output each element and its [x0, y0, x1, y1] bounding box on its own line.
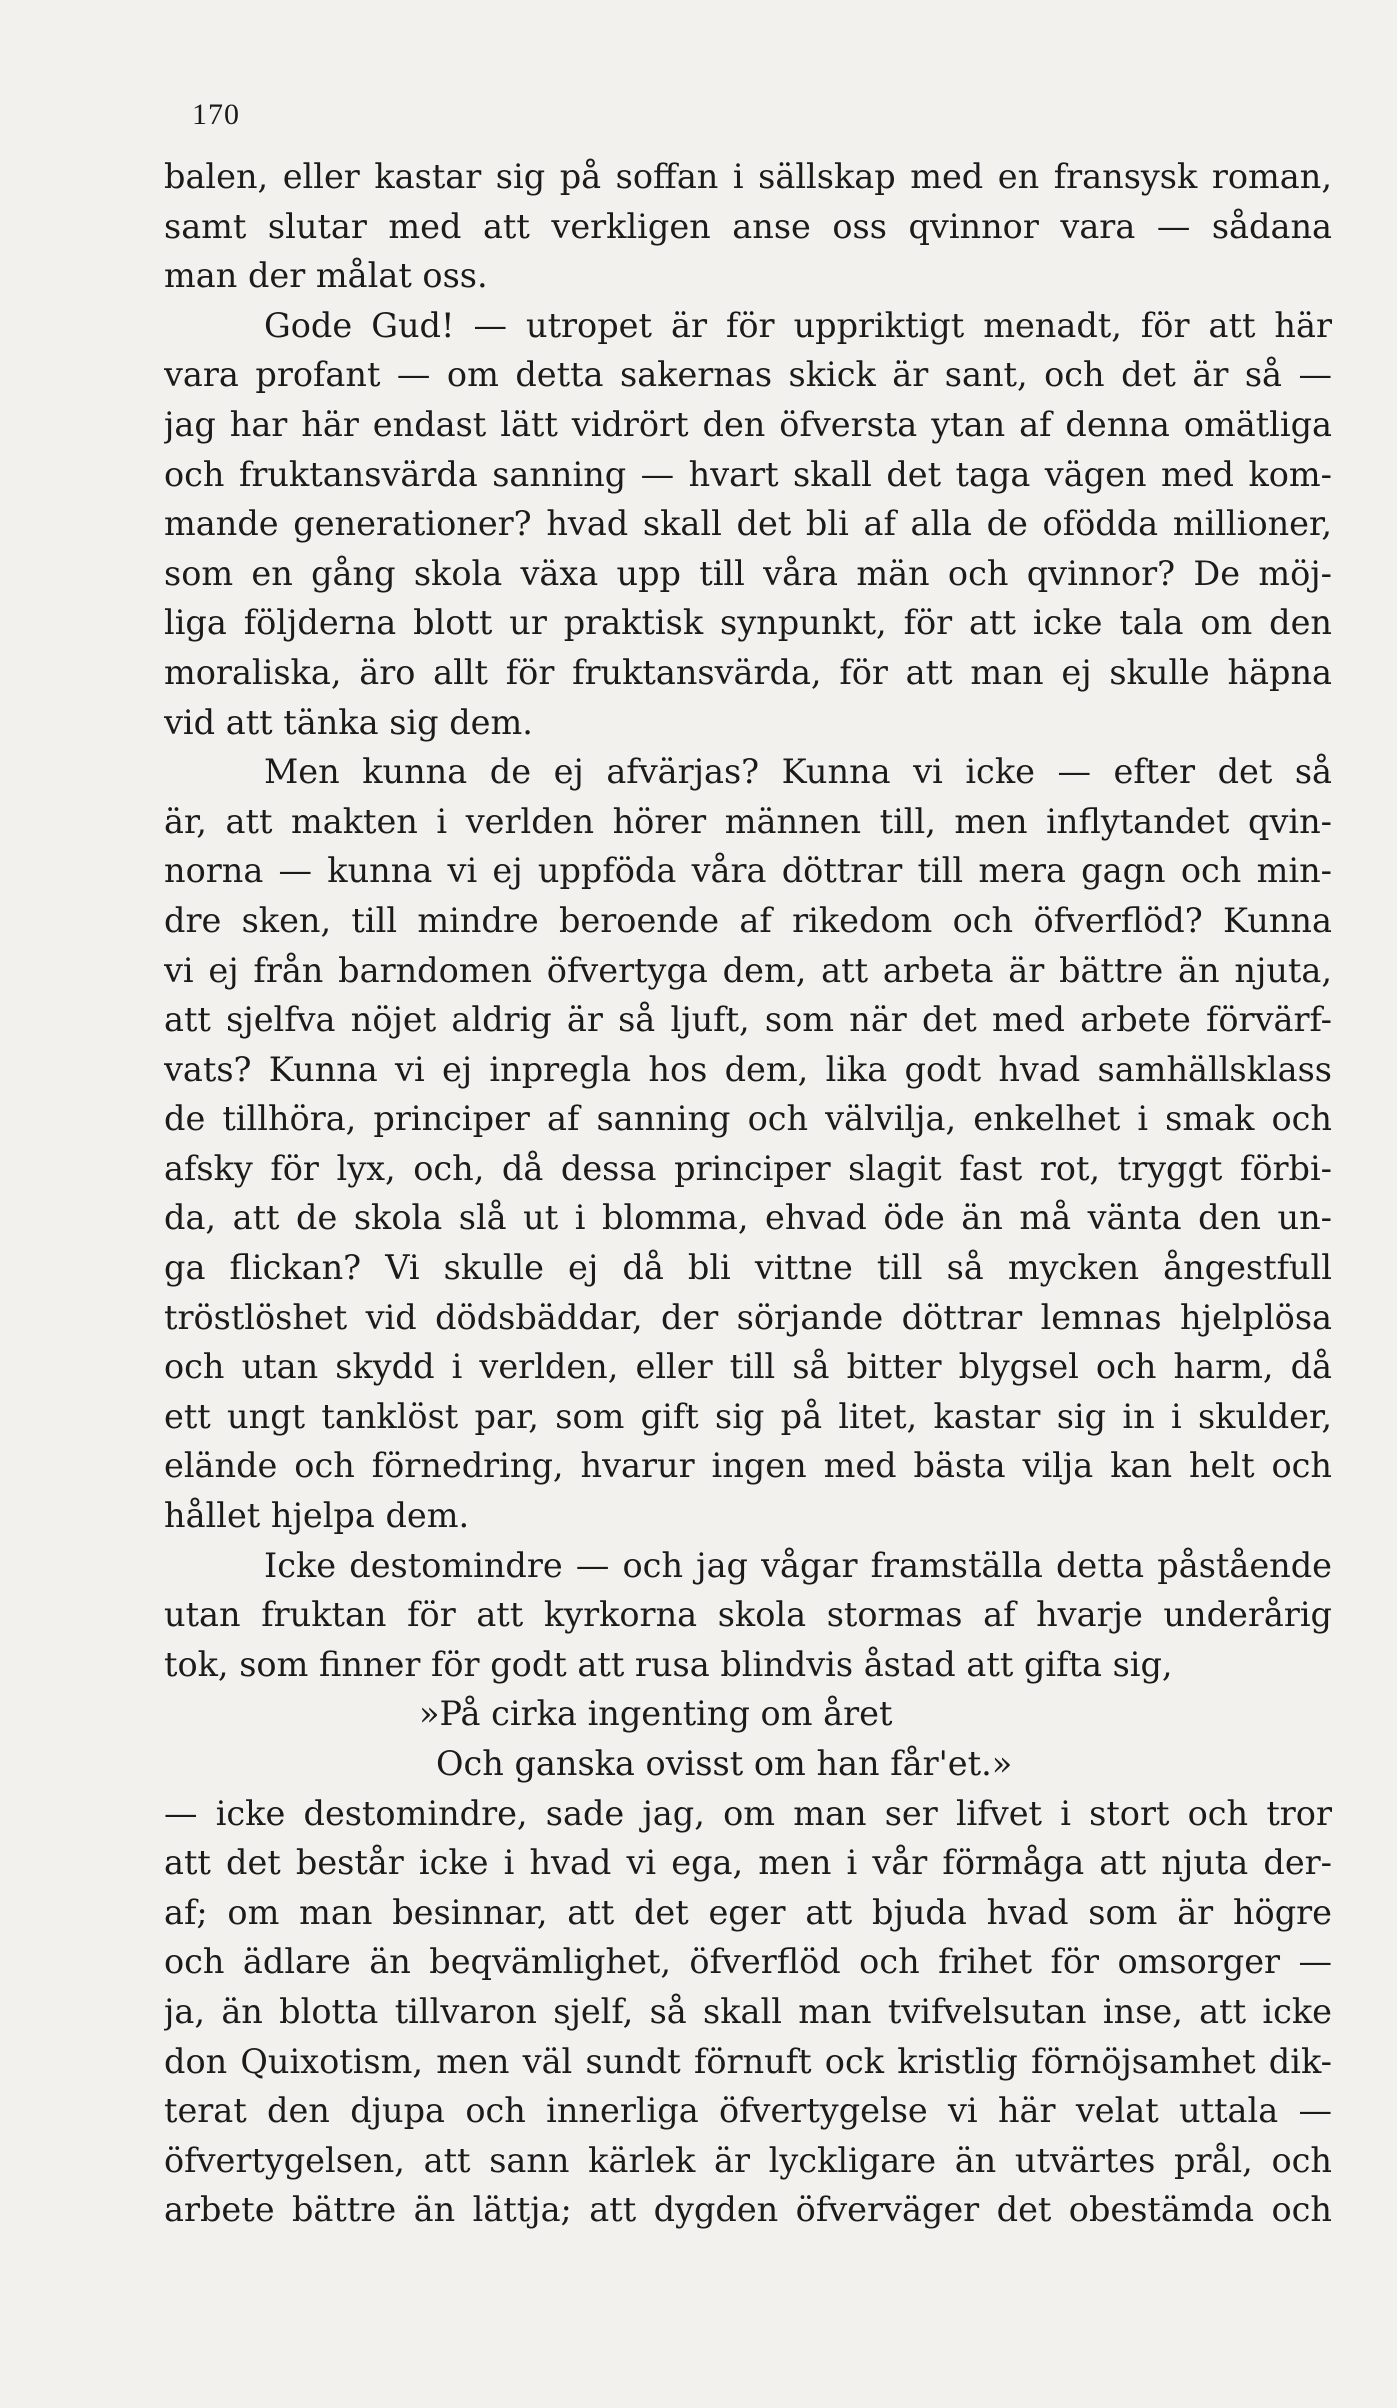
text-line: de tillhöra, principer af sanning och välvilja, enkelhet i smak och: [164, 1099, 1332, 1139]
text-line: tröstlöshet vid dödsbäddar, der sörjande döttrar lemnas hjelplösa: [164, 1297, 1332, 1337]
text-line: don Quixotism, men väl sundt förnuft ock kristlig förnöjsamhet dik-: [164, 2041, 1332, 2081]
text-line: samt slutar med att verkligen anse oss qvinnor vara — sådana: [164, 206, 1332, 246]
text-line: man der målat oss.: [164, 256, 488, 296]
verse-line: »På cirka ingenting om året: [419, 1694, 893, 1734]
text-line: vid att tänka sig dem.: [164, 702, 533, 742]
text-line: norna — kunna vi ej uppföda våra döttrar till mera gagn och min-: [164, 851, 1332, 891]
text-line: vi ej från barndomen öfvertyga dem, att arbeta är bättre än njuta,: [164, 950, 1332, 990]
text-line: och fruktansvärda sanning — hvart skall det taga vägen med kom-: [164, 454, 1332, 494]
verse-line: Och ganska ovisst om han får'et.»: [436, 1744, 1013, 1783]
page-text: [164, 152, 1332, 2235]
text-line: att sjelfva nöjet aldrig är så ljuft, som när det med arbete förvärf-: [164, 1000, 1332, 1040]
text-line: ga flickan? Vi skulle ej då bli vittne till så mycken ångestfull: [164, 1248, 1332, 1288]
text-line: afsky för lyx, och, då dessa principer slagit fast rot, tryggt förbi-: [164, 1148, 1332, 1188]
text-line: vats? Kunna vi ej inpregla hos dem, lika godt hvad samhällsklass: [164, 1049, 1332, 1089]
text-line: elände och förnedring, hvarur ingen med bästa vilja kan helt och: [164, 1446, 1332, 1486]
text-line: af; om man besinnar, att det eger att bjuda hvad som är högre: [164, 1892, 1332, 1932]
text-line: Men kunna de ej afvärjas? Kunna vi icke — efter det så: [264, 752, 1332, 792]
text-line: moraliska, äro allt för fruktansvärda, för att man ej skulle häpna: [164, 652, 1332, 692]
text-line: ett ungt tanklöst par, som gift sig på litet, kastar sig in i skulder,: [164, 1396, 1332, 1436]
text-line: och utan skydd i verlden, eller till så bitter blygsel och harm, då: [164, 1347, 1332, 1387]
text-line: som en gång skola växa upp till våra män och qvinnor? De möj-: [164, 553, 1332, 593]
text-line: da, att de skola slå ut i blomma, ehvad öde än må vänta den un-: [164, 1198, 1332, 1238]
text-line: utan fruktan för att kyrkorna skola stormas af hvarje underårig: [164, 1595, 1332, 1635]
text-line: — icke destomindre, sade jag, om man ser lifvet i stort och tror: [164, 1793, 1332, 1833]
text-line: och ädlare än beqvämlighet, öfverflöd och frihet för omsorger —: [164, 1942, 1332, 1982]
text-line: Gode Gud! — utropet är för uppriktigt menadt, för att här: [264, 305, 1332, 345]
text-line: att det består icke i hvad vi ega, men i vår förmåga att njuta der-: [164, 1843, 1332, 1883]
text-line: balen, eller kastar sig på soffan i sällskap med en fransysk roman,: [164, 157, 1332, 196]
text-line: vara profant — om detta sakernas skick är sant, och det är så —: [164, 355, 1332, 395]
text-line: jag har här endast lätt vidrört den öfversta ytan af denna omätliga: [164, 404, 1332, 444]
text-line: hållet hjelpa dem.: [164, 1496, 470, 1536]
text-line: öfvertygelsen, att sann kärlek är lyckligare än utvärtes prål, och: [164, 2140, 1332, 2180]
text-line: Icke destomindre — och jag vågar framställa detta påstående: [264, 1545, 1332, 1585]
page-number: 170: [192, 98, 240, 131]
text-line: tok, som finner för godt att rusa blindvis åstad att gifta sig,: [164, 1644, 1173, 1684]
text-line: arbete bättre än lättja; att dygden öfverväger det obestämda och: [164, 2190, 1332, 2230]
text-line: är, att makten i verlden hörer männen till, men inflytandet qvin-: [164, 801, 1332, 841]
text-line: liga följderna blott ur praktisk synpunkt, för att icke tala om den: [164, 603, 1332, 643]
text-line: terat den djupa och innerliga öfvertygelse vi här velat uttala —: [164, 2091, 1332, 2131]
text-line: mande generationer? hvad skall det bli af alla de ofödda millioner,: [164, 504, 1332, 544]
text-line: ja, än blotta tillvaron sjelf, så skall man tvifvelsutan inse, att icke: [164, 1991, 1332, 2031]
text-line: dre sken, till mindre beroende af rikedom och öfverflöd? Kunna: [164, 900, 1332, 940]
